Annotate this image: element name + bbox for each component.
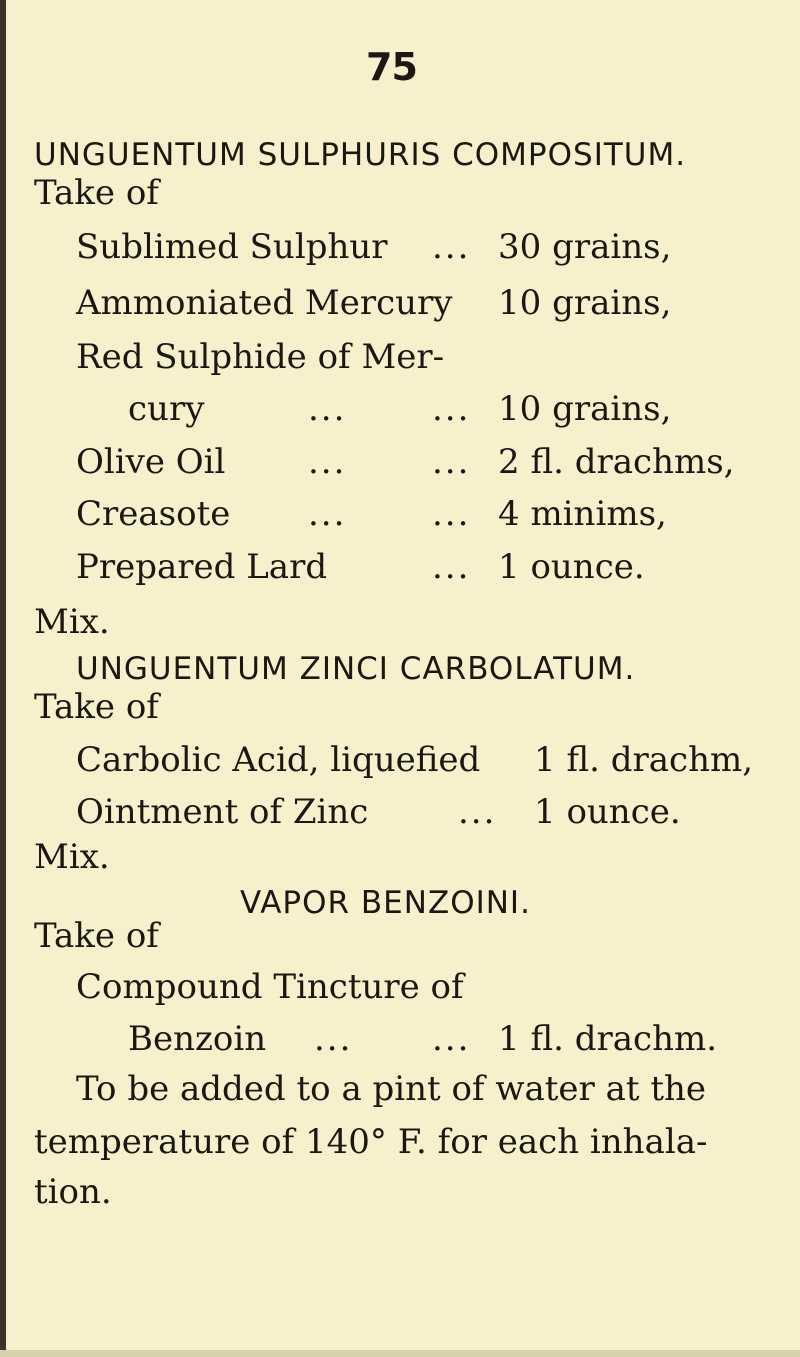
leader-dots: ... (432, 547, 471, 587)
ingredient-name: cury (128, 389, 205, 429)
leader-dots: ... (308, 494, 347, 534)
ingredient-name: Ointment of Zinc (76, 792, 369, 832)
ingredient-amount: 1 ounce. (498, 547, 645, 587)
take-of-label: Take of (34, 916, 159, 956)
ingredient-amount: 1 fl. drachm, (534, 740, 754, 780)
take-of-label: Take of (34, 173, 159, 213)
mix-instruction: Mix. (34, 837, 110, 877)
mix-instruction: Mix. (34, 602, 110, 642)
ingredient-name: Creasote (76, 494, 231, 534)
note-line: To be added to a pint of water at the (76, 1069, 707, 1109)
ingredient-amount: 10 grains, (498, 389, 672, 429)
ingredient-amount: 10 grains, (498, 283, 672, 323)
leader-dots: ... (458, 792, 497, 832)
ingredient-name: Prepared Lard (76, 547, 328, 587)
ingredient-name: Olive Oil (76, 442, 226, 482)
ingredient-name: Benzoin (128, 1019, 267, 1059)
leader-dots: ... (308, 442, 347, 482)
ingredient-amount: 1 fl. drachm. (498, 1019, 718, 1059)
leader-dots: ... (432, 442, 471, 482)
leader-dots: ... (308, 389, 347, 429)
leader-dots: ... (432, 227, 471, 267)
page-binding-edge (0, 0, 6, 1357)
section-heading: VAPOR BENZOINI. (240, 885, 531, 921)
leader-dots: ... (432, 494, 471, 534)
section-heading: UNGUENTUM ZINCI CARBOLATUM. (76, 651, 636, 687)
take-of-label: Take of (34, 687, 159, 727)
leader-dots: ... (432, 1019, 471, 1059)
ingredient-amount: 4 minims, (498, 494, 667, 534)
ingredient-name: Compound Tincture of (76, 967, 464, 1007)
page-number: 75 (366, 45, 417, 89)
page-bottom-edge (0, 1350, 800, 1357)
ingredient-amount: 30 grains, (498, 227, 672, 267)
ingredient-name: Sublimed Sulphur (76, 227, 388, 267)
ingredient-name: Carbolic Acid, liquefied (76, 740, 481, 780)
leader-dots: ... (432, 389, 471, 429)
ingredient-name: Red Sulphide of Mer- (76, 337, 445, 377)
ingredient-amount: 2 fl. drachms, (498, 442, 735, 482)
ingredient-amount: 1 ounce. (534, 792, 681, 832)
ingredient-name: Ammoniated Mercury (76, 283, 453, 323)
section-heading: UNGUENTUM SULPHURIS COMPOSITUM. (34, 137, 687, 173)
leader-dots: ... (314, 1019, 353, 1059)
note-line: tion. (34, 1172, 112, 1212)
note-line: temperature of 140° F. for each inhala- (34, 1122, 708, 1162)
